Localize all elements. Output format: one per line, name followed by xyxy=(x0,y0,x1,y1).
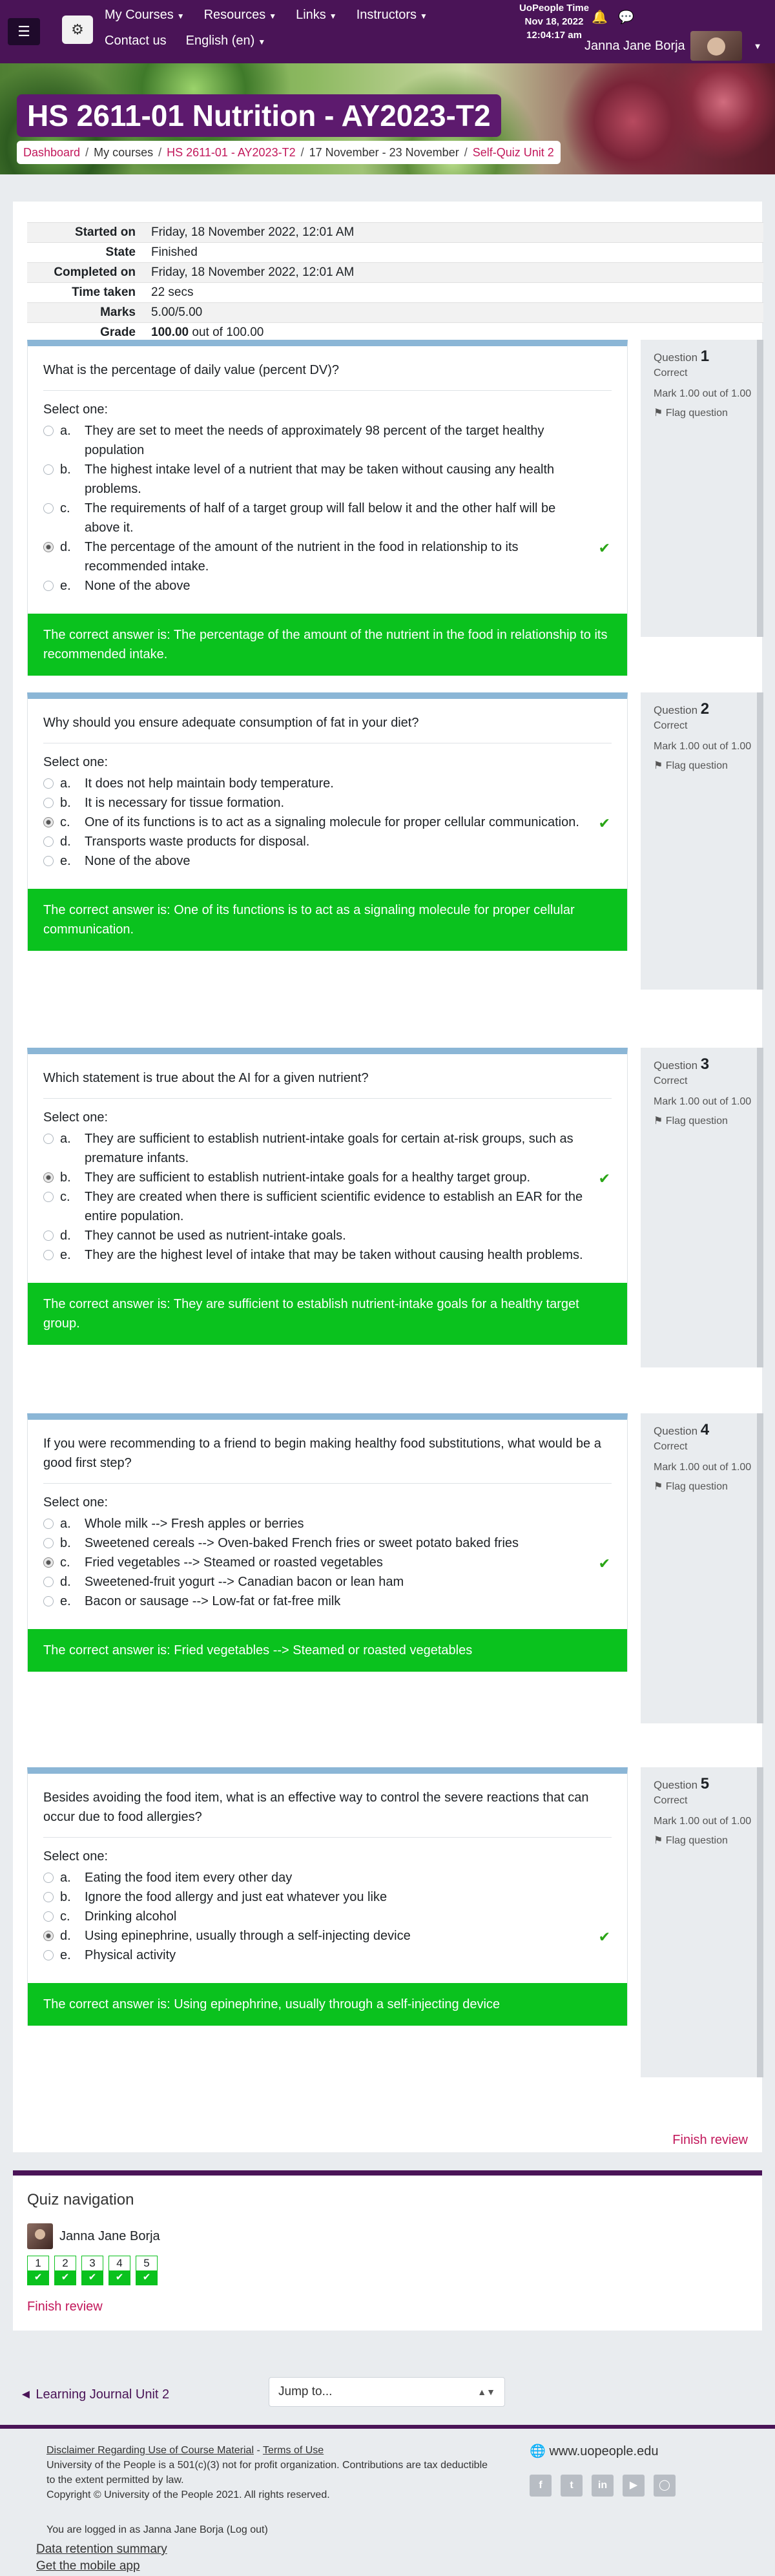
correct-check-icon: ✔ xyxy=(598,815,610,831)
option-text: Physical activity xyxy=(85,1948,176,1962)
previous-activity-link[interactable]: ◄ Learning Journal Unit 2 xyxy=(19,2387,170,2402)
breadcrumb-dashboard[interactable]: Dashboard xyxy=(23,145,81,159)
option-letter: a. xyxy=(60,1132,71,1146)
answer-option xyxy=(43,1926,612,1946)
option-letter: a. xyxy=(60,776,71,791)
question-state: Correct xyxy=(654,1441,688,1452)
menu-toggle-icon[interactable]: ☰ xyxy=(8,18,40,45)
option-letter: b. xyxy=(60,796,71,810)
flag-question[interactable]: ⚑ Flag question xyxy=(654,1116,728,1127)
radio-button xyxy=(43,1134,54,1144)
quiz-nav-user: Janna Jane Borja xyxy=(27,2223,748,2249)
answer-option xyxy=(43,1907,612,1926)
uopeople-time: UoPeople Time Nov 18, 2022 12:04:17 am xyxy=(519,3,590,41)
answer-option xyxy=(43,1887,612,1907)
answer-option xyxy=(43,1245,612,1265)
option-text: They are set to meet the needs of approximately 98 percent of the target healthy population xyxy=(85,424,544,457)
question-mark: Mark 1.00 out of 1.00 xyxy=(654,1462,752,1473)
option-letter: b. xyxy=(60,1890,71,1904)
breadcrumb-quiz[interactable]: Self-Quiz Unit 2 xyxy=(472,145,554,159)
answer-option xyxy=(43,1572,612,1592)
select-arrows-icon: ▲▼ xyxy=(477,2387,495,2397)
quiz-navigation-title: Quiz navigation xyxy=(27,2191,134,2208)
check-icon: ✔ xyxy=(28,2270,48,2285)
quiz-review-region xyxy=(13,202,762,2152)
radio-button xyxy=(43,778,54,789)
flag-question[interactable]: ⚑ Flag question xyxy=(654,1835,728,1846)
logged-in-info: You are logged in as Janna Jane Borja (Log out) xyxy=(46,2524,268,2535)
option-text: Eating the food item every other day xyxy=(85,1871,293,1885)
option-text: Sweetened-fruit yogurt --> Canadian bacon or lean ham xyxy=(85,1575,404,1589)
disclaimer-link[interactable]: Disclaimer Regarding Use of Course Material xyxy=(46,2445,254,2456)
question-number: Question 2 xyxy=(654,700,710,718)
table-row: Started on Friday, 18 November 2022, 12:01 AM xyxy=(27,223,763,243)
option-text: They are the highest level of intake that may be taken without causing health problems. xyxy=(85,1248,583,1262)
answer-option xyxy=(43,1946,612,1965)
option-letter: a. xyxy=(60,424,71,438)
option-letter: e. xyxy=(60,579,71,593)
question-nav-buttons xyxy=(27,2256,748,2285)
select-one-prompt: Select one: xyxy=(43,1849,108,1864)
option-letter: c. xyxy=(60,1190,70,1204)
avatar xyxy=(27,2223,53,2249)
caret-down-icon: ▼ xyxy=(753,41,762,51)
question-nav-button-1[interactable]: 1 ✔ xyxy=(27,2256,49,2285)
nonprofit-statement: University of the People is a 501(c)(3) not for profit organization. Contributions are tax deductible to the extent permitted by law. xyxy=(46,2460,488,2486)
breadcrumb-week: 17 November - 23 November xyxy=(309,145,459,159)
flag-icon: ⚑ xyxy=(654,1116,663,1127)
radio-button xyxy=(43,798,54,808)
select-one-prompt: Select one: xyxy=(43,755,108,769)
answer-option xyxy=(43,1187,612,1226)
radio-button xyxy=(43,1192,54,1202)
question-text: If you were recommending to a friend to begin making healthy food substitutions, what would be a good first step? xyxy=(43,1434,612,1484)
logout-link[interactable]: (Log out) xyxy=(226,2524,268,2535)
radio-button xyxy=(43,1950,54,1960)
nav-contact-us[interactable]: Contact us xyxy=(105,34,167,48)
copyright: Copyright © University of the People 2021. All rights reserved. xyxy=(46,2489,330,2500)
notifications-bell-icon[interactable]: 🔔 xyxy=(592,10,608,25)
answer-option xyxy=(43,1533,612,1553)
question-mark: Mark 1.00 out of 1.00 xyxy=(654,1096,752,1107)
correct-check-icon: ✔ xyxy=(598,540,610,556)
question-state: Correct xyxy=(654,1075,688,1086)
option-letter: a. xyxy=(60,1871,71,1885)
caret-down-icon: ▼ xyxy=(176,12,185,21)
option-text: They are created when there is sufficient scientific evidence to establish an EAR for the entire population. xyxy=(85,1190,583,1223)
correct-answer-feedback: The correct answer is: They are sufficient to establish nutrient-intake goals for a healthy target group. xyxy=(28,1283,627,1345)
question-text: What is the percentage of daily value (percent DV)? xyxy=(43,360,612,391)
avatar xyxy=(690,31,742,61)
question-mark: Mark 1.00 out of 1.00 xyxy=(654,741,752,752)
radio-button xyxy=(43,1172,54,1183)
logged-in-user-link[interactable]: Janna Jane Borja xyxy=(143,2524,224,2535)
radio-button xyxy=(43,426,54,436)
page-title: HS 2611-01 Nutrition - AY2023-T2 xyxy=(17,94,501,137)
question-state: Correct xyxy=(654,720,688,731)
question-number: Question 1 xyxy=(654,348,710,365)
question-text: Which statement is true about the AI for a given nutrient? xyxy=(43,1068,612,1099)
radio-button xyxy=(43,1873,54,1883)
select-one-prompt: Select one: xyxy=(43,1495,108,1510)
footer-links xyxy=(36,2541,167,2575)
select-one-prompt: Select one: xyxy=(43,402,108,417)
breadcrumb-course[interactable]: HS 2611-01 - AY2023-T2 xyxy=(167,145,296,159)
radio-button xyxy=(43,464,54,475)
answer-option xyxy=(43,832,612,851)
correct-answer-feedback: The correct answer is: The percentage of the amount of the nutrient in the food in relationship to its recommended intake. xyxy=(28,614,627,676)
question-nav-button-4[interactable]: 4 ✔ xyxy=(108,2256,130,2285)
option-text: Ignore the food allergy and just eat whatever you like xyxy=(85,1890,388,1904)
question-content xyxy=(27,692,628,951)
correct-check-icon: ✔ xyxy=(598,1170,610,1187)
answer-option xyxy=(43,1592,612,1611)
jump-to-select[interactable]: Jump to... ▲▼ xyxy=(269,2377,505,2407)
radio-button xyxy=(43,817,54,827)
option-letter: d. xyxy=(60,540,71,554)
finish-review-nav-link[interactable]: Finish review xyxy=(27,2300,103,2314)
question-content xyxy=(27,340,628,676)
option-letter: c. xyxy=(60,1555,70,1570)
footer-contact xyxy=(530,2443,685,2497)
option-letter: b. xyxy=(60,1170,71,1185)
flag-icon: ⚑ xyxy=(654,760,663,771)
radio-button xyxy=(43,1911,54,1922)
answer-option xyxy=(43,1226,612,1245)
question-state: Correct xyxy=(654,1795,688,1806)
option-text: They are sufficient to establish nutrient-intake goals for a healthy target group. xyxy=(85,1170,531,1185)
question-content xyxy=(27,1048,628,1345)
radio-button xyxy=(43,581,54,591)
option-letter: b. xyxy=(60,1536,71,1550)
mobile-app-link[interactable]: Get the mobile app xyxy=(36,2559,140,2573)
twitter-icon[interactable]: t xyxy=(561,2475,583,2497)
option-text: Drinking alcohol xyxy=(85,1909,177,1924)
messages-chat-icon[interactable]: 💬 xyxy=(618,10,634,25)
finish-review-link[interactable]: Finish review xyxy=(672,2133,748,2147)
option-text: They are sufficient to establish nutrient-intake goals for certain at-risk groups, such as premature infants. xyxy=(85,1132,574,1165)
option-text: Whole milk --> Fresh apples or berries xyxy=(85,1517,304,1531)
instagram-icon[interactable]: ◯ xyxy=(654,2475,676,2497)
flag-question[interactable]: ⚑ Flag question xyxy=(654,760,728,771)
flag-icon: ⚑ xyxy=(654,408,663,419)
answer-option xyxy=(43,499,612,537)
check-icon: ✔ xyxy=(136,2270,157,2285)
radio-button xyxy=(43,1557,54,1568)
answer-option xyxy=(43,421,612,460)
option-text: The requirements of half of a target group will fall below it and the other half will be above it. xyxy=(85,501,556,535)
radio-button xyxy=(43,1538,54,1548)
option-text: Sweetened cereals --> Oven-baked French fries or sweet potato baked fries xyxy=(85,1536,519,1550)
option-text: Using epinephrine, usually through a self-injecting device xyxy=(85,1929,411,1943)
footer-legal: Disclaimer Regarding Use of Course Material - Terms of Use University of the People is a 501(c)(3) not for profit organization. Contributions are tax deductible to the extent permitted by law. Copyright © University of the People 2021. All rights reserved. xyxy=(46,2443,499,2502)
correct-check-icon: ✔ xyxy=(598,1555,610,1572)
question-content xyxy=(27,1413,628,1672)
nav-instructors[interactable]: Instructors ▼ xyxy=(356,8,428,22)
table-row: Time taken 22 secs xyxy=(27,283,763,303)
table-row: Marks 5.00/5.00 xyxy=(27,303,763,323)
option-letter: e. xyxy=(60,1948,71,1962)
question-text: Why should you ensure adequate consumption of fat in your diet? xyxy=(43,713,612,743)
option-letter: e. xyxy=(60,1594,71,1608)
question-content xyxy=(27,1767,628,2026)
globe-icon: 🌐 xyxy=(530,2444,546,2458)
option-letter: d. xyxy=(60,1229,71,1243)
activity-navigation xyxy=(0,2367,775,2425)
option-letter: b. xyxy=(60,462,71,477)
website-link[interactable]: www.uopeople.edu xyxy=(549,2444,659,2458)
option-letter: c. xyxy=(60,1909,70,1924)
answer-option xyxy=(43,576,612,596)
radio-button xyxy=(43,1250,54,1260)
facebook-icon[interactable]: f xyxy=(530,2475,552,2497)
answer-option xyxy=(43,793,612,813)
caret-down-icon: ▼ xyxy=(329,12,337,21)
option-text: None of the above xyxy=(85,854,191,868)
option-text: One of its functions is to act as a signaling molecule for proper cellular communication. xyxy=(85,815,579,829)
nav-language[interactable]: English (en) ▼ xyxy=(185,34,266,48)
answer-option xyxy=(43,1168,612,1187)
linkedin-icon[interactable]: in xyxy=(592,2475,614,2497)
radio-button xyxy=(43,503,54,514)
option-letter: e. xyxy=(60,1248,71,1262)
answer-option xyxy=(43,1129,612,1168)
option-letter: d. xyxy=(60,835,71,849)
option-text: None of the above xyxy=(85,579,191,593)
correct-answer-feedback: The correct answer is: Using epinephrine, usually through a self-injecting device xyxy=(28,1983,627,2026)
question-nav-button-3[interactable]: 3 ✔ xyxy=(81,2256,103,2285)
user-menu[interactable] xyxy=(584,31,762,61)
answer-option xyxy=(43,851,612,871)
select-one-prompt: Select one: xyxy=(43,1110,108,1125)
question-nav-button-2[interactable]: 2 ✔ xyxy=(54,2256,76,2285)
check-icon: ✔ xyxy=(82,2270,103,2285)
radio-button xyxy=(43,836,54,847)
question-number: Question 5 xyxy=(654,1775,710,1792)
question-nav-button-5[interactable]: 5 ✔ xyxy=(136,2256,158,2285)
youtube-icon[interactable]: ▶ xyxy=(623,2475,645,2497)
table-row: Grade 100.00 out of 100.00 xyxy=(27,323,763,343)
data-retention-link[interactable]: Data retention summary xyxy=(36,2542,167,2556)
radio-button xyxy=(43,1231,54,1241)
nav-my-courses[interactable]: My Courses ▼ xyxy=(105,8,185,22)
caret-down-icon: ▼ xyxy=(420,12,428,21)
option-letter: e. xyxy=(60,854,71,868)
question-number: Question 3 xyxy=(654,1055,710,1073)
flag-icon: ⚑ xyxy=(654,1481,663,1492)
question-text: Besides avoiding the food item, what is an effective way to control the severe reactions that can occur due to food allergies? xyxy=(43,1788,612,1838)
answer-option xyxy=(43,1514,612,1533)
check-icon: ✔ xyxy=(109,2270,130,2285)
correct-answer-feedback: The correct answer is: One of its functions is to act as a signaling molecule for proper cellular communication. xyxy=(28,889,627,951)
option-text: The highest intake level of a nutrient that may be taken without causing any health problems. xyxy=(85,462,555,496)
radio-button xyxy=(43,1519,54,1529)
caret-down-icon: ▼ xyxy=(258,37,266,47)
question-info-panel xyxy=(641,1413,763,1723)
caret-down-icon: ▼ xyxy=(269,12,277,21)
top-navbar xyxy=(0,0,775,63)
flag-question[interactable]: ⚑ Flag question xyxy=(654,1481,728,1492)
option-letter: c. xyxy=(60,501,70,515)
page-footer xyxy=(0,2425,775,2576)
option-letter: a. xyxy=(60,1517,71,1531)
social-links xyxy=(530,2475,685,2497)
settings-gear-icon[interactable]: ⚙ xyxy=(62,16,93,44)
user-name: Janna Jane Borja xyxy=(584,38,685,53)
terms-of-use-link[interactable]: Terms of Use xyxy=(262,2445,324,2456)
answer-option xyxy=(43,774,612,793)
radio-button xyxy=(43,856,54,866)
nav-links[interactable]: Links ▼ xyxy=(296,8,337,22)
answer-option xyxy=(43,813,612,832)
question-info-panel xyxy=(641,692,763,990)
answer-option xyxy=(43,1868,612,1887)
attempt-summary-table xyxy=(27,222,763,343)
radio-button xyxy=(43,1892,54,1902)
correct-answer-feedback: The correct answer is: Fried vegetables --> Steamed or roasted vegetables xyxy=(28,1629,627,1672)
option-letter: c. xyxy=(60,815,70,829)
breadcrumb: Dashboard / My courses / HS 2611-01 - AY2023-T2 / 17 November - 23 November / Self-Quiz Unit 2 xyxy=(17,141,561,164)
question-state: Correct xyxy=(654,368,688,379)
question-mark: Mark 1.00 out of 1.00 xyxy=(654,388,752,399)
radio-button xyxy=(43,1577,54,1587)
option-text: Transports waste products for disposal. xyxy=(85,835,310,849)
question-mark: Mark 1.00 out of 1.00 xyxy=(654,1816,752,1827)
option-text: Bacon or sausage --> Low-fat or fat-free milk xyxy=(85,1594,341,1608)
table-row: State Finished xyxy=(27,243,763,263)
radio-button xyxy=(43,1596,54,1606)
option-text: It is necessary for tissue formation. xyxy=(85,796,285,810)
quiz-navigation-block xyxy=(13,2170,762,2331)
option-text: They cannot be used as nutrient-intake goals. xyxy=(85,1229,346,1243)
answer-option xyxy=(43,460,612,499)
nav-menu xyxy=(105,5,518,57)
answer-option xyxy=(43,537,612,576)
question-number: Question 4 xyxy=(654,1421,710,1439)
question-info-panel xyxy=(641,340,763,637)
radio-button xyxy=(43,542,54,552)
answer-option xyxy=(43,1553,612,1572)
option-text: The percentage of the amount of the nutrient in the food in relationship to its recommended intake. xyxy=(85,540,519,574)
check-icon: ✔ xyxy=(55,2270,76,2285)
table-row: Completed on Friday, 18 November 2022, 12:01 AM xyxy=(27,263,763,283)
option-text: Fried vegetables --> Steamed or roasted vegetables xyxy=(85,1555,383,1570)
question-info-panel xyxy=(641,1048,763,1367)
radio-button xyxy=(43,1931,54,1941)
question-info-panel xyxy=(641,1767,763,2077)
course-header-banner xyxy=(0,63,775,174)
nav-resources[interactable]: Resources ▼ xyxy=(203,8,277,22)
flag-question[interactable]: ⚑ Flag question xyxy=(654,408,728,419)
option-letter: d. xyxy=(60,1929,71,1943)
option-letter: d. xyxy=(60,1575,71,1589)
correct-check-icon: ✔ xyxy=(598,1929,610,1945)
option-text: It does not help maintain body temperature. xyxy=(85,776,334,791)
breadcrumb-my-courses: My courses xyxy=(94,145,154,159)
flag-icon: ⚑ xyxy=(654,1835,663,1846)
